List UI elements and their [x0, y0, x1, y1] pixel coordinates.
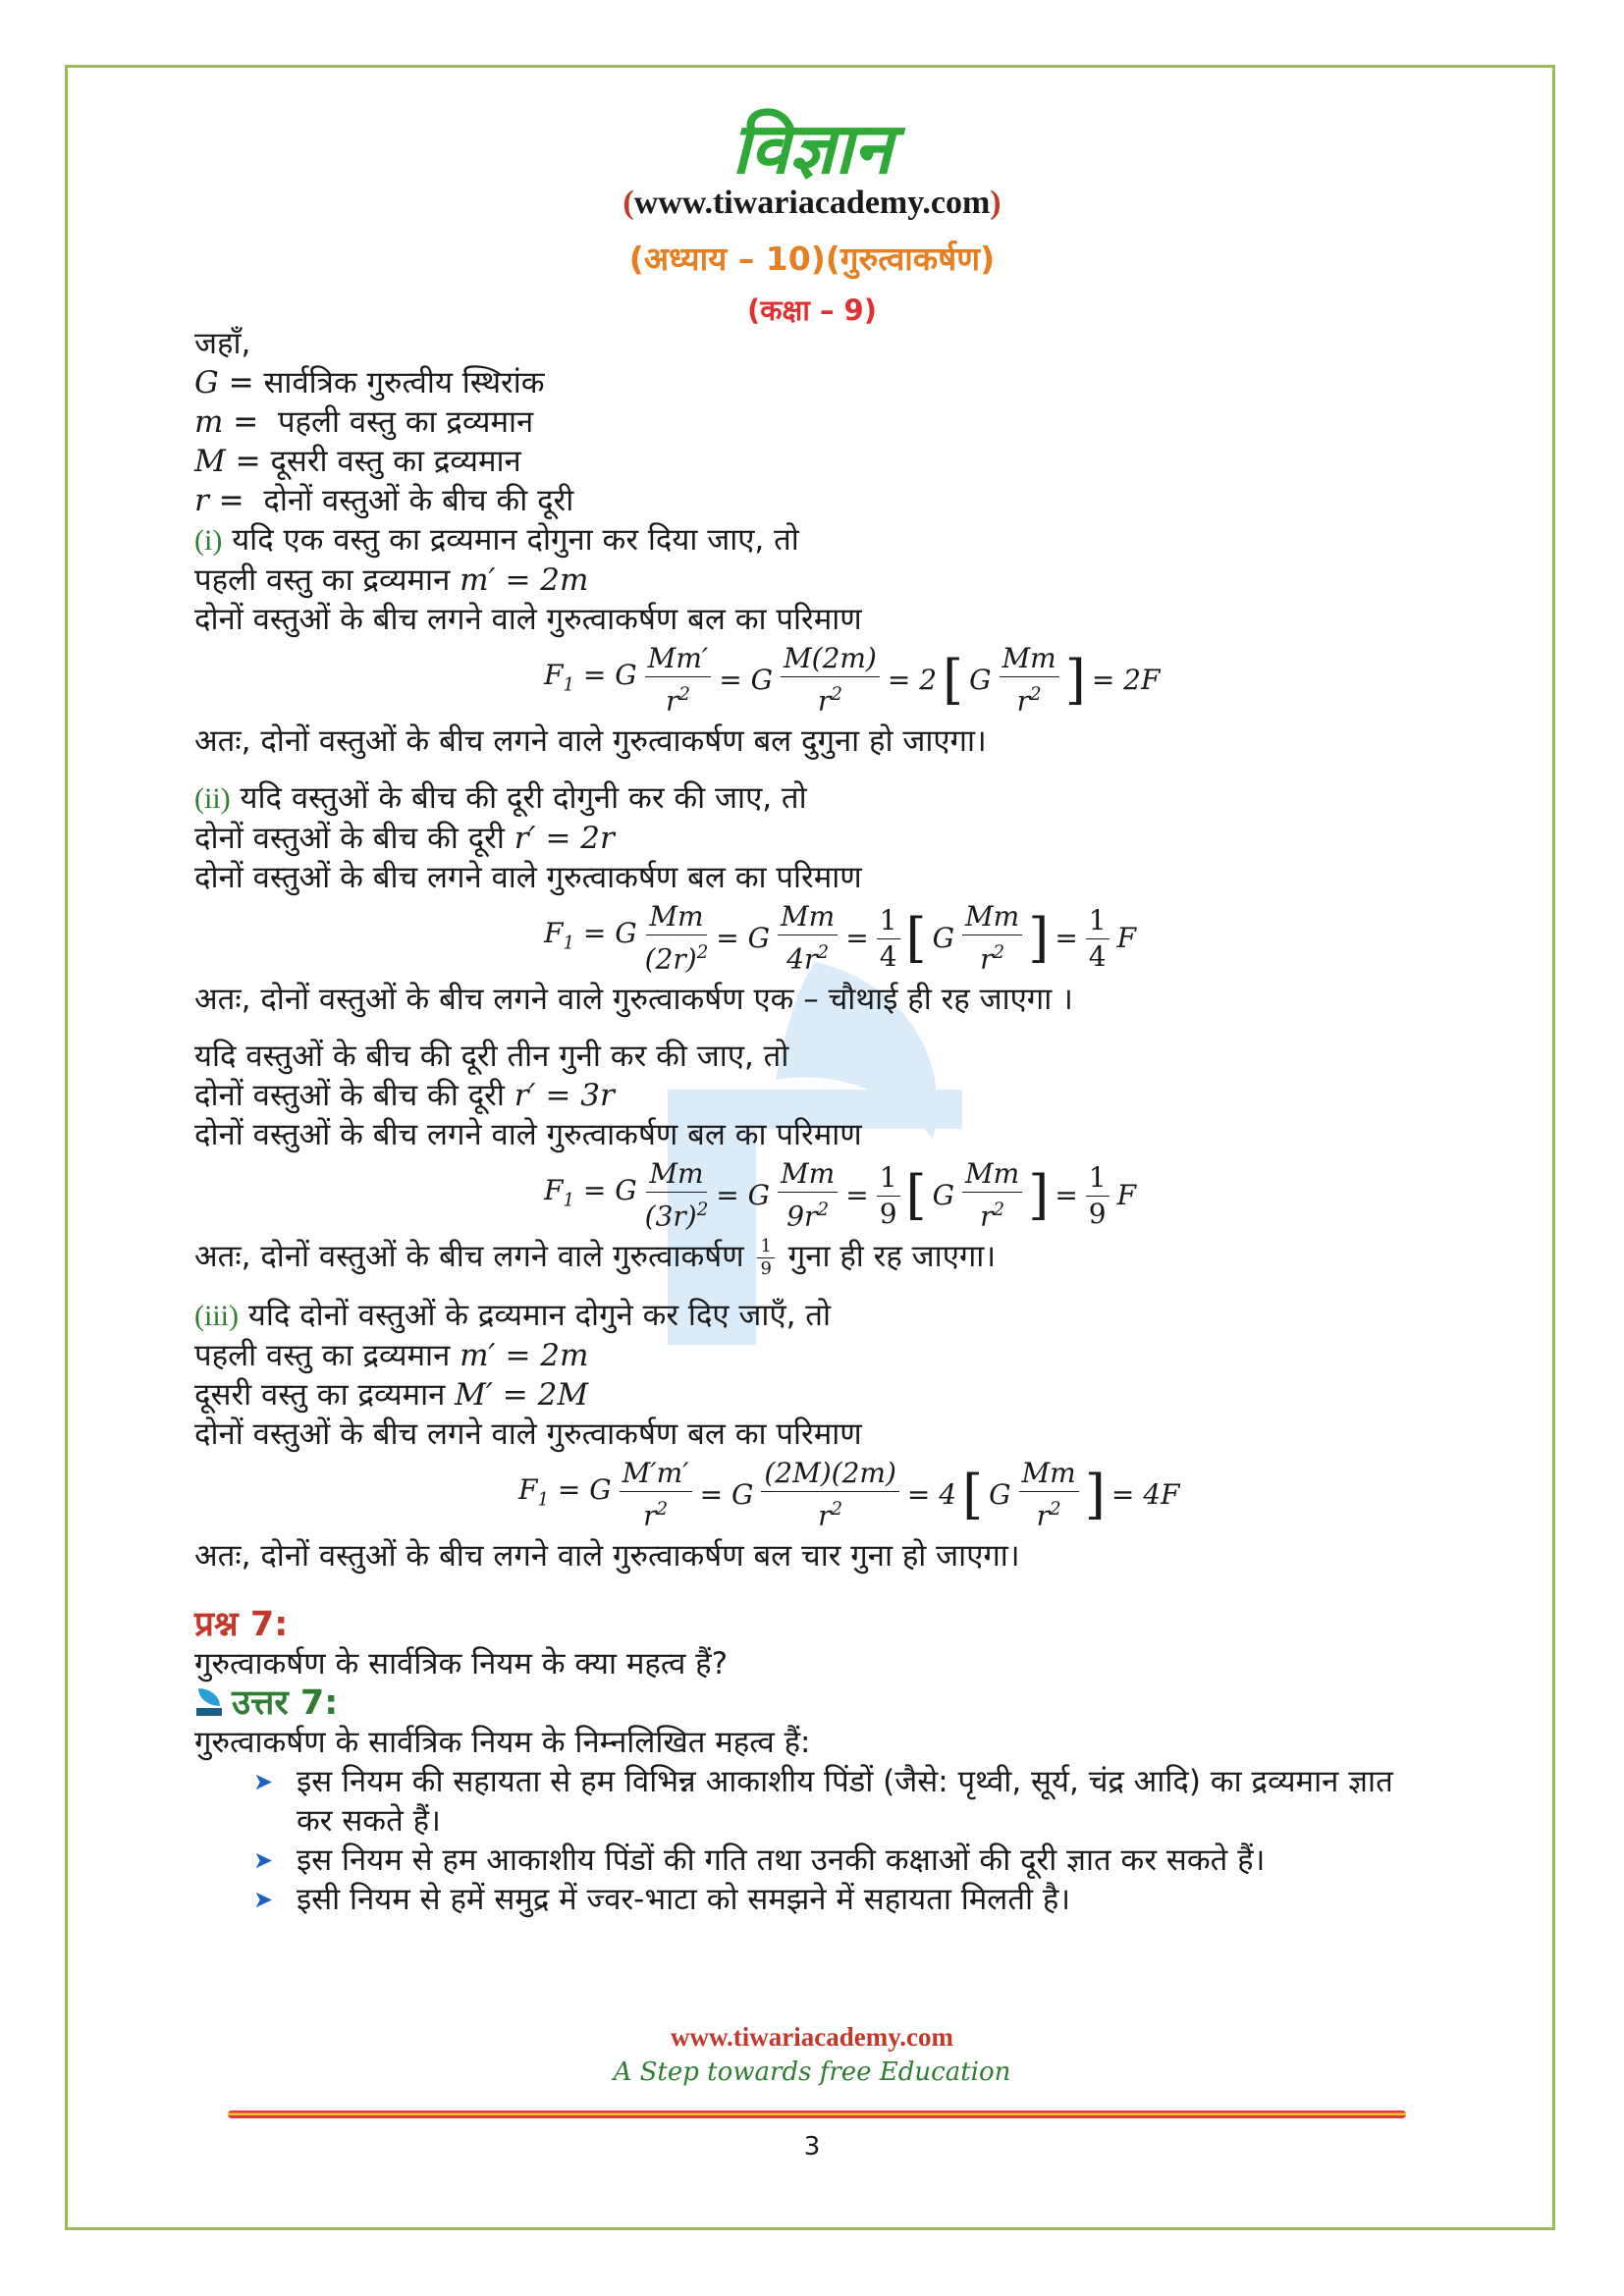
part2-conclusion: अतः, दोनों वस्तुओं के बीच लगने वाले गुरुत्वाकर्षण एक – चौथाई ही रह जाएगा । — [194, 982, 1073, 1017]
def-M: M = दूसरी वस्तु का द्रव्यमान — [194, 444, 521, 479]
answer-points — [194, 1762, 1451, 1919]
part3-intro: (iii) यदि दोनों वस्तुओं के द्रव्यमान दोगुने कर दिए जाएँ, तो — [194, 1298, 832, 1333]
part1-mass: पहली वस्तु का द्रव्यमान m′ = 2m — [194, 562, 589, 598]
part2-force-text: दोनों वस्तुओं के बीच लगने वाले गुरुत्वाकर्षण बल का परिमाण — [194, 860, 862, 895]
part2b-equation: $F_1 = G$ $\frac{Mm}{(3r)^2}$ = G $\frac{Mm}{9r^2}$ = $\frac{1}{9}$ [ G $\frac{Mm}{r^2}$ ] = $\frac{1}{9}$ F — [544, 1157, 1137, 1233]
where-label: जहाँ, — [194, 326, 251, 361]
tiwari-logo-icon — [194, 1688, 224, 1718]
part1-equation: $F_1 = G$ $\frac{Mm'}{r^2}$ = G $\frac{M(2m)}{r^2}$ = 2 [ G $\frac{Mm}{r^2}$ ] = 2F — [544, 642, 1161, 718]
answer-point: ➤ इस नियम की सहायता से हम विभिन्न आकाशीय पिंडों (जैसे: पृथ्वी, सूर्य, चंद्र आदि) का द्रव्यमान ज्ञात कर सकते हैं। — [253, 1762, 1451, 1841]
part2-intro: (ii) यदि वस्तुओं के बीच की दूरी दोगुनी कर की जाए, तो — [194, 780, 807, 816]
answer-point: ➤ इस नियम से हम आकाशीय पिंडों की गति तथा उनकी कक्षाओं की दूरी ज्ञात कर सकते हैं। — [253, 1841, 1451, 1880]
question-heading: प्रश्न 7: — [194, 1605, 289, 1644]
footer-site-link[interactable]: www.tiwariacademy.com — [671, 2022, 953, 2052]
question-text: गुरुत्वाकर्षण के सार्वत्रिक नियम के क्या महत्व हैं? — [194, 1646, 729, 1682]
part2b-dist: दोनों वस्तुओं के बीच की दूरी r′ = 3r — [194, 1078, 615, 1113]
site-url[interactable]: www.tiwariacademy.com — [633, 185, 991, 221]
part3-force-text: दोनों वस्तुओं के बीच लगने वाले गुरुत्वाकर्षण बल का परिमाण — [194, 1416, 862, 1452]
answer-intro: गुरुत्वाकर्षण के सार्वत्रिक नियम के निम्नलिखित महत्व हैं: — [194, 1725, 811, 1760]
part2b-conclusion: अतः, दोनों वस्तुओं के बीच लगने वाले गुरुत्वाकर्षण $\frac{1}{9}$ गुना ही रह जाएगा। — [194, 1236, 997, 1279]
part2b-force-text: दोनों वस्तुओं के बीच लगने वाले गुरुत्वाकर्षण बल का परिमाण — [194, 1117, 862, 1152]
part2-equation: $F_1 = G$ $\frac{Mm}{(2r)^2}$ = G $\frac{Mm}{4r^2}$ = $\frac{1}{4}$ [ G $\frac{Mm}{r^2}$ ] = $\frac{1}{4}$ F — [544, 900, 1137, 976]
def-G: G = सार्वत्रिक गुरुत्वीय स्थिरांक — [194, 365, 545, 400]
part3-mass2: दूसरी वस्तु का द्रव्यमान M′ = 2M — [194, 1377, 589, 1413]
part2-dist: दोनों वस्तुओं के बीच की दूरी r′ = 2r — [194, 821, 615, 856]
part1-conclusion: अतः, दोनों वस्तुओं के बीच लगने वाले गुरुत्वाकर्षण बल दुगुना हो जाएगा। — [194, 723, 987, 759]
answer-point: ➤ इसी नियम से हमें समुद्र में ज्वर-भाटा को समझने में सहायता मिलती है। — [253, 1880, 1451, 1919]
part1-intro: (i) यदि एक वस्तु का द्रव्यमान दोगुना कर दिया जाए, तो — [194, 522, 799, 558]
part3-conclusion: अतः, दोनों वस्तुओं के बीच लगने वाले गुरुत्वाकर्षण बल चार गुना हो जाएगा। — [194, 1538, 1020, 1574]
part3-mass1: पहली वस्तु का द्रव्यमान m′ = 2m — [194, 1338, 589, 1373]
page-number: 3 — [803, 2132, 821, 2162]
chapter-heading: (अध्याय – 10)(गुरुत्वाकर्षण) — [628, 240, 996, 278]
footer-tagline: A Step towards free Education — [613, 2057, 1011, 2087]
part1-force-text: दोनों वस्तुओं के बीच लगने वाले गुरुत्वाकर्षण बल का परिमाण — [194, 602, 862, 637]
content — [194, 324, 1451, 1919]
part2b-intro: यदि वस्तुओं के बीच की दूरी तीन गुनी कर की जाए, तो — [194, 1039, 789, 1074]
class-heading: (कक्षा – 9) — [747, 294, 877, 327]
part3-equation: $F_1 = G$ $\frac{M'm'}{r^2}$ = G $\frac{(2M)(2m)}{r^2}$ = 4 [ G $\frac{Mm}{r^2}$ ] = 4F — [518, 1457, 1180, 1532]
site-header: (www.tiwariacademy.com) — [623, 185, 1001, 221]
def-m: m = पहली वस्तु का द्रव्यमान — [194, 404, 534, 440]
footer-divider — [228, 2110, 1406, 2118]
subject-title: विज्ञान — [731, 107, 893, 189]
def-r: r = दोनों वस्तुओं के बीच की दूरी — [194, 483, 574, 518]
answer-heading: उत्तर 7: — [194, 1683, 1451, 1723]
